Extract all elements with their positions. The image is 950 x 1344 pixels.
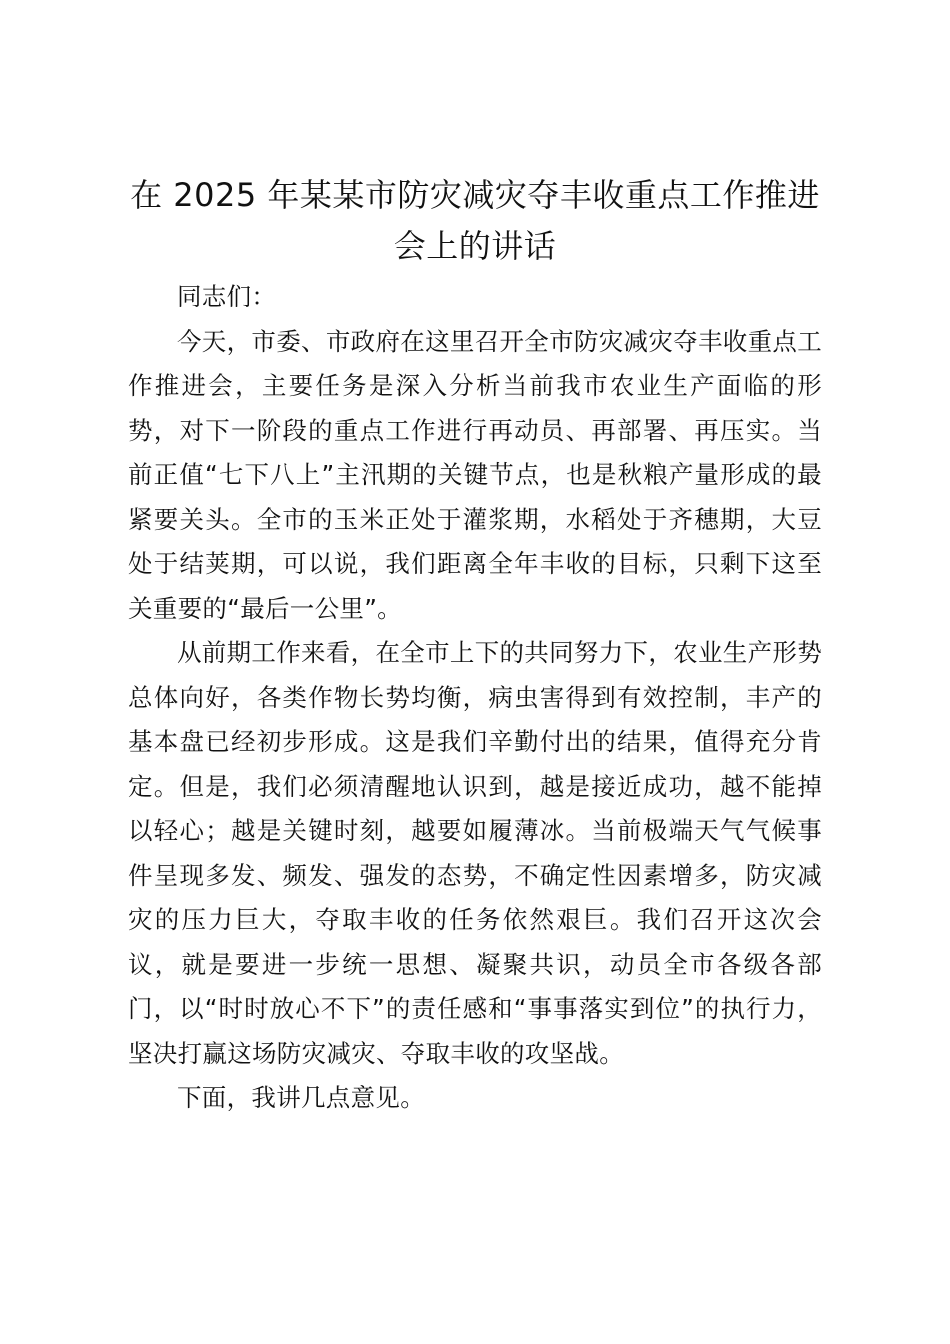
document-title: 在 2025 年某某市防灾减灾夺丰收重点工作推进会上的讲话 xyxy=(130,176,820,265)
paragraph-intro: 今天，市委、市政府在这里召开全市防灾减灾夺丰收重点工作推进会，主要任务是深入分析当前我市农业生产面临的形势，对下一阶段的重点工作进行再动员、再部署、再压实。当前正值“七下八上”主汛期的关键节点，也是秋粮产量形成的最紧要关头。全市的玉米正处于灌浆期，水稻处于齐穗期，大豆处于结荚期，可以说，我们距离全年丰收的目标，只剩下这至关重要的“最后一公里”。 xyxy=(128,326,822,623)
paragraph-transition: 下面，我讲几点意见。 xyxy=(177,1083,425,1112)
salutation: 同志们： xyxy=(177,282,277,311)
document-body xyxy=(128,275,822,1121)
paragraph-situation: 从前期工作来看，在全市上下的共同努力下，农业生产形势总体向好，各类作物长势均衡，病虫害得到有效控制，丰产的基本盘已经初步形成。这是我们辛勤付出的结果，值得充分肯定。但是，我们必须清醒地认识到，越是接近成功，越不能掉以轻心；越是关键时刻，越要如履薄冰。当前极端天气气候事件呈现多发、频发、强发的态势，不确定性因素增多，防灾减灾的压力巨大，夺取丰收的任务依然艰巨。我们召开这次会议，就是要进一步统一思想、凝聚共识，动员全市各级各部门，以“时时放心不下”的责任感和“事事落实到位”的执行力，坚决打赢这场防灾减灾、夺取丰收的攻坚战。 xyxy=(128,638,822,1068)
